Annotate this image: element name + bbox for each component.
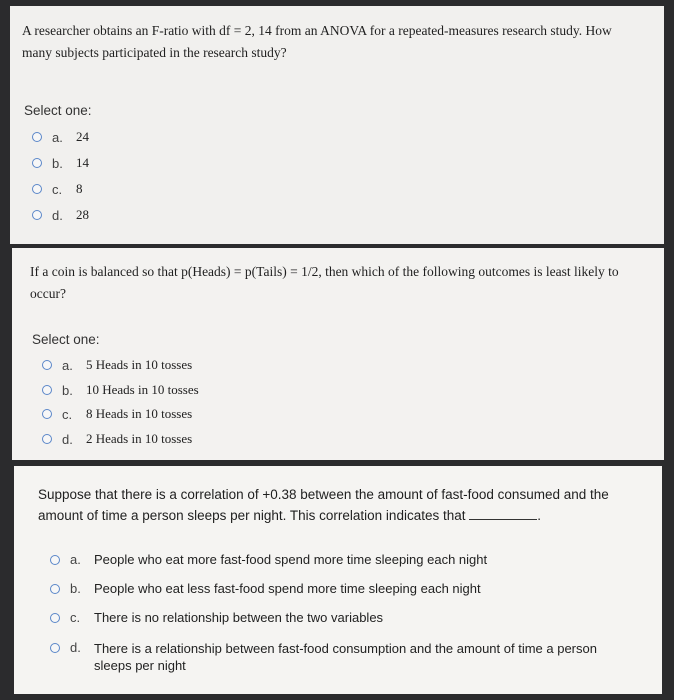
option-text: People who eat more fast-food spend more time sleeping each night bbox=[94, 552, 488, 567]
option-letter: d. bbox=[52, 207, 63, 223]
option-text: 2 Heads in 10 tosses bbox=[86, 431, 193, 446]
radio-button[interactable] bbox=[32, 132, 42, 142]
question-1-text bbox=[22, 20, 612, 64]
option-text: 8 bbox=[76, 181, 83, 196]
option-text: 28 bbox=[76, 207, 89, 222]
q2-option-a[interactable] bbox=[42, 357, 192, 373]
radio-button[interactable] bbox=[50, 643, 60, 653]
question-2-panel bbox=[12, 248, 664, 460]
option-text: 24 bbox=[76, 129, 89, 144]
q1-option-b[interactable] bbox=[32, 155, 89, 171]
option-text: 5 Heads in 10 tosses bbox=[86, 357, 193, 372]
radio-button[interactable] bbox=[32, 210, 42, 220]
question-1-line-1: A researcher obtains an F-ratio with df = 2, 14 from an ANOVA for a repeated-measures research study. How bbox=[22, 23, 612, 38]
option-letter: a. bbox=[52, 129, 63, 145]
option-letter: c. bbox=[70, 610, 81, 625]
question-1-panel bbox=[10, 6, 664, 244]
q2-option-c[interactable] bbox=[42, 406, 192, 422]
q3-option-a[interactable] bbox=[50, 552, 487, 567]
question-3-panel bbox=[14, 466, 662, 694]
question-3-line-2-wrap bbox=[38, 505, 609, 526]
option-text: People who eat less fast-food spend more time sleeping each night bbox=[94, 581, 481, 596]
question-3-text bbox=[38, 484, 609, 526]
option-letter: c. bbox=[52, 181, 63, 197]
radio-button[interactable] bbox=[32, 158, 42, 168]
select-one-label: Select one: bbox=[24, 103, 92, 118]
option-text: There is no relationship between the two variables bbox=[94, 610, 384, 625]
q2-option-d[interactable] bbox=[42, 431, 192, 447]
q3-option-b[interactable] bbox=[50, 581, 481, 596]
q1-option-a[interactable] bbox=[32, 129, 89, 145]
option-text: 14 bbox=[76, 155, 89, 170]
select-one-label: Select one: bbox=[32, 332, 100, 347]
option-letter: c. bbox=[62, 406, 73, 422]
question-1-line-2: many subjects participated in the research study? bbox=[22, 45, 287, 60]
answer-blank bbox=[469, 507, 537, 520]
question-3-end: . bbox=[537, 508, 542, 523]
question-3-line-2: amount of time a person sleeps per night. This correlation indicates that bbox=[38, 508, 466, 523]
radio-button[interactable] bbox=[42, 360, 52, 370]
question-2-line-1: If a coin is balanced so that p(Heads) = p(Tails) = 1/2, then which of the following outcomes is least likely to bbox=[30, 264, 619, 279]
option-letter: d. bbox=[62, 431, 73, 447]
option-letter: a. bbox=[62, 357, 73, 373]
radio-button[interactable] bbox=[42, 434, 52, 444]
q2-option-b[interactable] bbox=[42, 382, 199, 398]
option-letter: b. bbox=[62, 382, 73, 398]
radio-button[interactable] bbox=[42, 385, 52, 395]
option-letter: a. bbox=[70, 552, 81, 567]
option-letter: d. bbox=[70, 640, 81, 655]
q1-option-d[interactable] bbox=[32, 207, 89, 223]
question-2-text bbox=[30, 261, 619, 305]
question-3-line-1: Suppose that there is a correlation of +0.38 between the amount of fast-food consumed and the bbox=[38, 487, 609, 502]
radio-button[interactable] bbox=[50, 584, 60, 594]
q3-option-c[interactable] bbox=[50, 610, 383, 625]
q1-option-c[interactable] bbox=[32, 181, 83, 197]
option-letter: b. bbox=[70, 581, 81, 596]
radio-button[interactable] bbox=[50, 613, 60, 623]
q3-option-d[interactable] bbox=[50, 640, 597, 674]
radio-button[interactable] bbox=[42, 409, 52, 419]
option-text-line-1: There is a relationship between fast-food consumption and the amount of time a person bbox=[94, 641, 597, 656]
option-text: 8 Heads in 10 tosses bbox=[86, 406, 193, 421]
radio-button[interactable] bbox=[50, 555, 60, 565]
option-letter: b. bbox=[52, 155, 63, 171]
option-text: 10 Heads in 10 tosses bbox=[86, 382, 199, 397]
option-text bbox=[94, 640, 597, 674]
question-2-line-2: occur? bbox=[30, 286, 66, 301]
option-text-line-2: sleeps per night bbox=[94, 658, 186, 673]
radio-button[interactable] bbox=[32, 184, 42, 194]
